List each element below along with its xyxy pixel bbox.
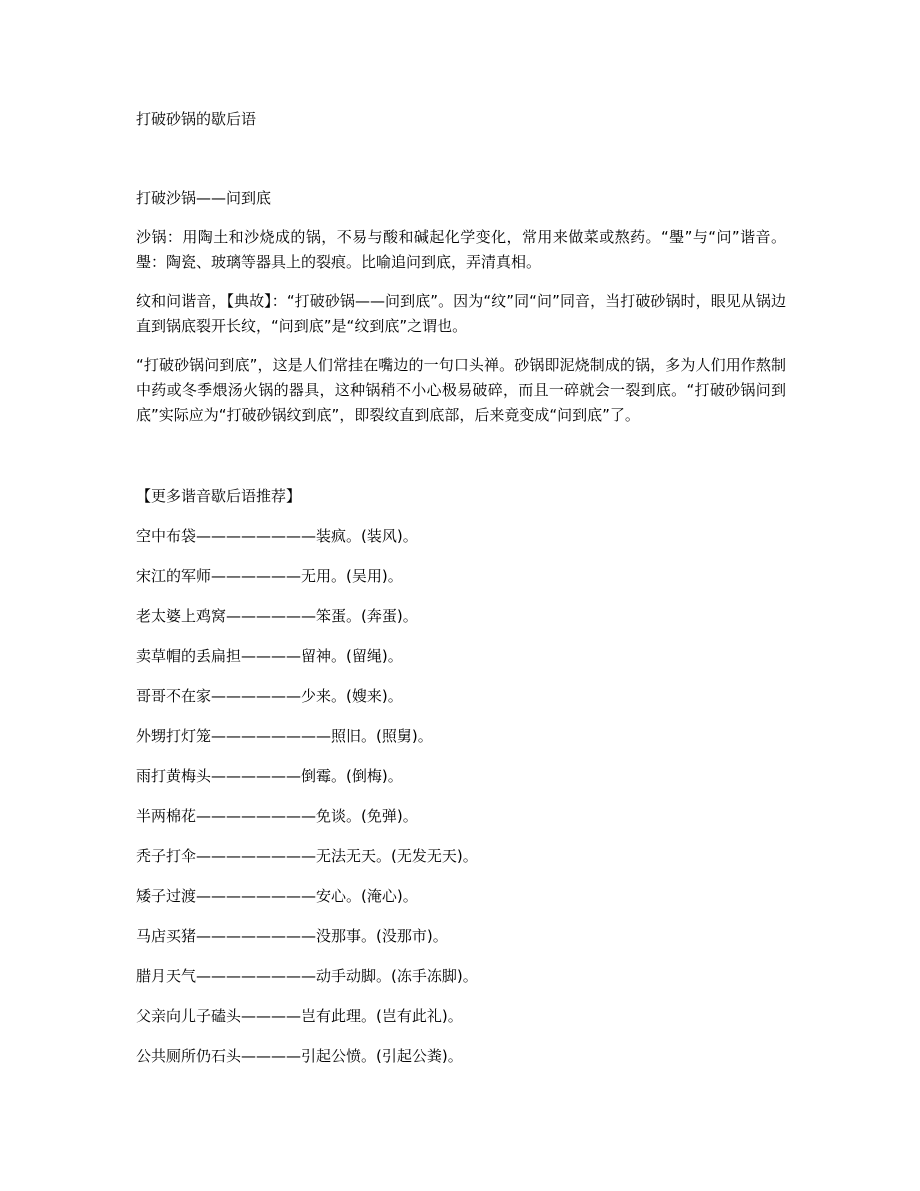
section-heading: 打破沙锅——问到底 [136,189,272,207]
xiehouyu-list [136,524,786,1069]
more-section-heading: 【更多谐音歇后语推荐】 [136,487,302,505]
list-item: 父亲向儿子磕头————岂有此理。(岂有此礼)。 [136,1007,463,1025]
explanation-paragraph-2: 纹和问谐音，【典故】：“打破砂锅——问到底”。因为“纹”同“问”同音，当打破砂锅时，眼见从锅边直到锅底裂开长纹，“问到底”是“纹到底”之谓也。 [136,292,786,335]
list-item: 矮子过渡————————安心。(淹心)。 [136,887,418,905]
list-item: 空中布袋————————装疯。(装风)。 [136,527,418,545]
list-item: 秃子打伞————————无法无天。(无发无天)。 [136,847,478,865]
explanation-paragraph-1: 沙锅：用陶土和沙烧成的锅，不易与酸和碱起化学变化，常用来做菜或熬药。“璺”与“问”谐音。璺：陶瓷、玻璃等器具上的裂痕。比喻追问到底，弄清真相。 [136,228,786,271]
list-item: 马店买猪————————没那事。(没那市)。 [136,927,448,945]
list-item: 宋江的军师——————无用。(吴用)。 [136,567,403,585]
list-item: 公共厕所仍石头————引起公愤。(引起公粪)。 [136,1047,463,1065]
list-item: 雨打黄梅头——————倒霉。(倒梅)。 [136,767,403,785]
list-item: 卖草帽的丢扁担————留神。(留绳)。 [136,647,403,665]
list-item: 外甥打灯笼————————照旧。(照舅)。 [136,727,433,745]
document-body [136,107,786,1084]
list-item: 老太婆上鸡窝——————笨蛋。(奔蛋)。 [136,607,418,625]
list-item: 腊月天气————————动手动脚。(冻手冻脚)。 [136,967,478,985]
list-item: 哥哥不在家——————少来。(嫂来)。 [136,687,403,705]
list-item: 半两棉花————————免谈。(免弹)。 [136,807,418,825]
explanation-paragraph-3: “打破砂锅问到底”，这是人们常挂在嘴边的一句口头禅。砂锅即泥烧制成的锅，多为人们用作熬制中药或冬季煨汤火锅的器具，这种锅稍不小心极易破碎，而且一碎就会一裂到底。“打破砂锅问到底”实际应为“打破砂锅纹到底”，即裂纹直到底部，后来竟变成“问到底”了。 [136,356,786,424]
page-title: 打破砂锅的歇后语 [136,110,257,128]
